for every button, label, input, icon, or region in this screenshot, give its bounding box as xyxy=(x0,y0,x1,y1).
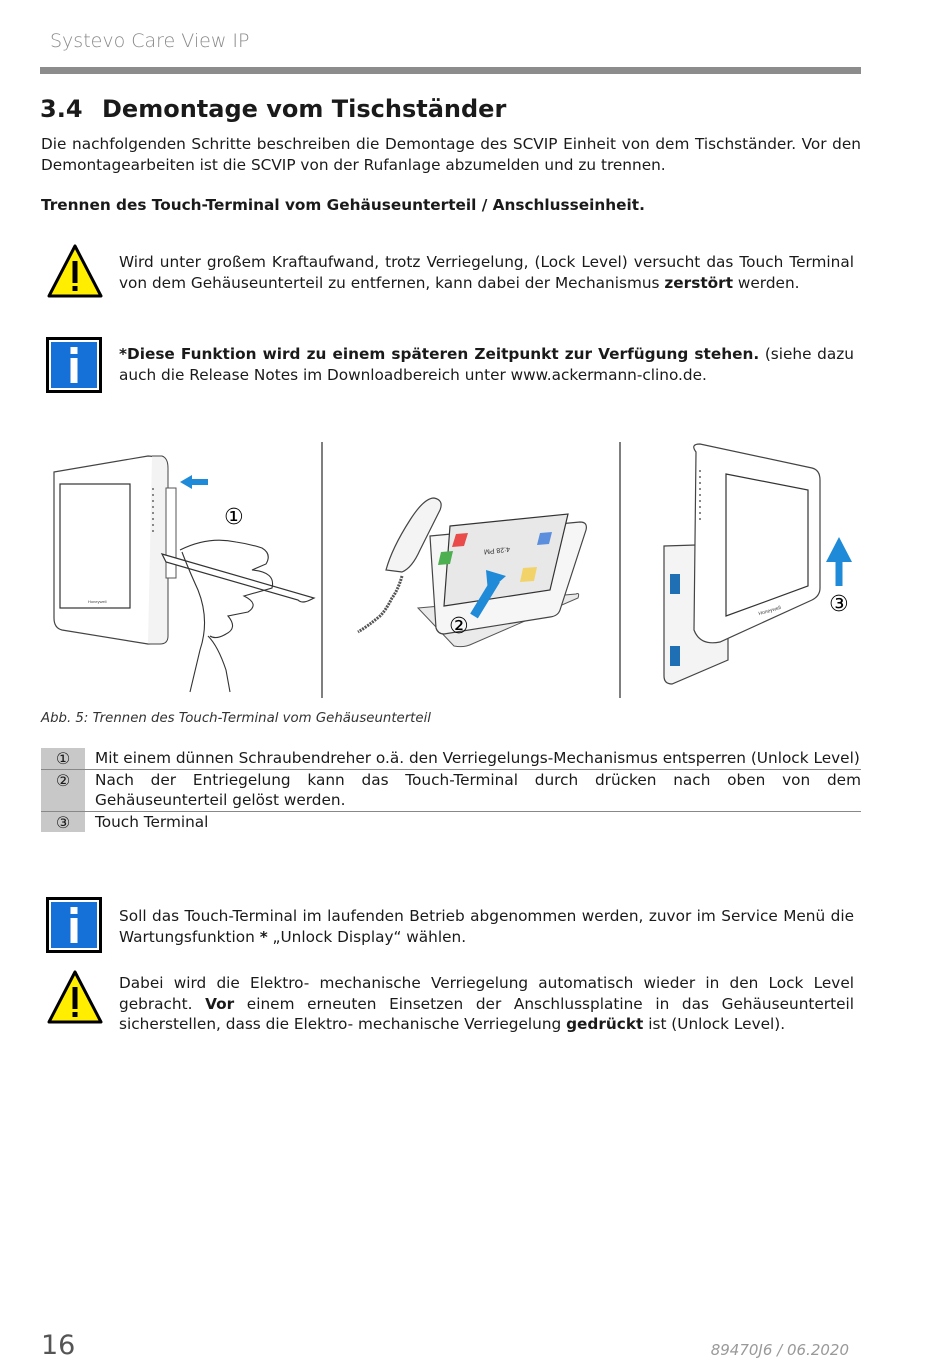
warning-triangle-icon xyxy=(46,969,102,1025)
subheading: Trennen des Touch-Terminal vom Gehäuseunterteil / Anschlusseinheit. xyxy=(41,196,645,214)
info-note-1 xyxy=(119,344,854,385)
section-title: Demontage vom Tischständer xyxy=(102,95,507,123)
section-number: 3.4 xyxy=(40,95,83,123)
legend-row xyxy=(41,812,861,833)
warning-note-2 xyxy=(119,973,854,1035)
panel-2-marker: ② xyxy=(449,614,469,639)
info-note-2-text: Soll das Touch-Terminal im laufenden Betrieb abgenommen werden, zuvor im Service Menü die Wartungsfunktion xyxy=(119,907,854,946)
figure-caption: Abb. 5: Trennen des Touch-Terminal vom Gehäuseunterteil xyxy=(41,711,431,726)
panel-1-terminal xyxy=(54,456,314,692)
legend-number: ② xyxy=(41,770,85,811)
warning-triangle-icon xyxy=(46,243,102,299)
warning-note-2-text-1: Dabei wird die Elektro- mechanische Verriegelung automatisch wieder in den Lock Level gebracht. xyxy=(119,974,854,1013)
warning-note-1-end: werden. xyxy=(733,273,800,292)
warning-note-1-bold: zerstört xyxy=(664,273,734,292)
panel-3-marker: ③ xyxy=(829,592,849,617)
warning-note-2-text-2: einem erneuten Einsetzen der Anschlussplatine in das Gehäuseunterteil sicherstellen, dass die Elektro- mechanische Verriegelung xyxy=(119,994,855,1033)
panel-3-terminal xyxy=(664,444,852,684)
header-divider xyxy=(40,67,861,74)
warning-note-1 xyxy=(119,252,854,293)
header-title: Systevo Care View IP xyxy=(50,30,250,52)
info-note-1-bold: *Diese Funktion wird zu einem späteren Zeitpunkt zur Verfügung stehen. xyxy=(119,345,760,363)
info-icon xyxy=(46,897,102,953)
legend-text: Nach der Entriegelung kann das Touch-Terminal durch drücken nach oben von dem Gehäuseunterteil gelöst werden. xyxy=(95,770,861,809)
legend-text: Touch Terminal xyxy=(95,812,209,831)
panel-2-desk-stand xyxy=(358,498,586,647)
page-number: 16 xyxy=(41,1330,76,1361)
document-id: 89470J6 / 06.2020 xyxy=(710,1341,849,1359)
info-note-1-text: (siehe dazu auch die Release Notes im Downloadbereich unter www.ackermann-clino.de. xyxy=(119,345,854,384)
svg-text:Honeywell: Honeywell xyxy=(88,599,107,604)
warning-note-1-text: Wird unter großem Kraftaufwand, trotz Verriegelung, (Lock Level) versucht das Touch Terminal von dem Gehäuseunterteil zu entfernen, kann dabei der Mechanismus xyxy=(119,253,854,292)
panel-1-marker: ① xyxy=(224,505,244,530)
legend-row xyxy=(41,748,861,770)
warning-note-2-bold-1: Vor xyxy=(205,994,235,1013)
info-note-2-end: „Unlock Display“ wählen. xyxy=(267,927,467,946)
legend-text: Mit einem dünnen Schraubendreher o.ä. den Verriegelungs-Mechanismus entsperren (Unlock Level) xyxy=(95,749,860,767)
info-note-2 xyxy=(119,906,854,947)
svg-text:Honeywell: Honeywell xyxy=(757,605,782,618)
legend-row xyxy=(41,770,861,812)
info-icon xyxy=(46,337,102,393)
legend-number: ③ xyxy=(41,812,85,833)
disassembly-figure xyxy=(40,440,861,702)
legend-number: ① xyxy=(41,748,85,769)
info-note-2-bold: * xyxy=(259,927,268,946)
warning-note-2-text-3: ist (Unlock Level). xyxy=(643,1015,786,1033)
intro-paragraph: Die nachfolgenden Schritte beschreiben die Demontage des SCVIP Einheit von dem Tischständer. Vor den Demontagearbeiten ist die SCVIP von der Rufanlage abzumelden und zu trennen. xyxy=(41,135,861,174)
warning-note-2-bold-2: gedrückt xyxy=(566,1015,644,1033)
svg-text:4:28 PM: 4:28 PM xyxy=(483,544,511,555)
legend-table xyxy=(41,748,861,832)
